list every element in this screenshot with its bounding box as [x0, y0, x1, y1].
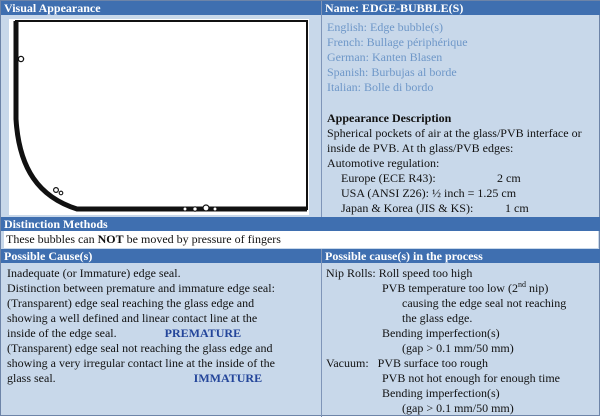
name-french: French: Bullage périphérique — [327, 35, 468, 49]
bubble-mark — [203, 205, 209, 211]
vacuum-label: Vacuum: — [326, 356, 369, 370]
cause-line: (Transparent) edge seal reaching the glass edge and — [7, 296, 255, 310]
visual-appearance-header: Visual Appearance — [1, 1, 321, 15]
edge-bubble-sketch — [9, 19, 309, 215]
process-text: nip) — [525, 281, 549, 295]
column-divider — [321, 1, 322, 217]
cause-text: glass seal. — [7, 371, 56, 385]
immature-tag: IMMATURE — [193, 371, 263, 385]
process-text: PVB temperature too low (2 — [382, 281, 518, 295]
process-line: the glass edge. — [402, 311, 473, 325]
bubble-mark — [193, 207, 197, 211]
distinction-pre: These bubbles can — [6, 232, 98, 246]
cause-line: Inadequate (or Immature) edge seal. — [7, 266, 181, 280]
name-italian: Italian: Bolle di bordo — [327, 80, 434, 94]
process-line: PVB not hot enough for enough time — [382, 371, 560, 385]
cause-line: showing a very irregular contact line at the inside of the — [7, 356, 275, 370]
regulation-value: 2 cm — [497, 171, 521, 185]
cause-line: showing a well defined and linear contact line at the — [7, 311, 258, 325]
ordinal-superscript: nd — [517, 280, 526, 289]
process-line — [326, 281, 598, 296]
premature-tag: PREMATURE — [164, 326, 242, 340]
process-line — [326, 266, 598, 281]
process-line: (gap > 0.1 mm/50 mm) — [402, 341, 514, 355]
cause-text: inside of the edge seal. — [7, 326, 117, 340]
name-english: English: Edge bubble(s) — [327, 20, 443, 34]
regulation-name: Europe (ECE R43): — [341, 171, 436, 185]
cause-line — [7, 326, 315, 341]
name-header: Name: EDGE-BUBBLE(S) — [322, 1, 600, 15]
possible-causes-list — [7, 266, 315, 386]
process-line: causing the edge seal not reaching — [402, 296, 567, 310]
process-line: Bending imperfection(s) — [382, 386, 500, 400]
nip-rolls-label: Nip Rolls: — [326, 266, 376, 280]
bubble-mark — [213, 207, 217, 211]
distinction-post: be moved by pressure of fingers — [123, 232, 281, 246]
process-line — [326, 356, 598, 371]
distinction-methods-header: Distinction Methods — [1, 217, 600, 231]
process-text: Roll speed too high — [378, 266, 473, 280]
cause-line: (Transparent) edge seal not reaching the glass edge and — [7, 341, 273, 355]
regulation-label: Automotive regulation: — [327, 156, 440, 170]
distinction-bold: NOT — [97, 232, 124, 246]
regulation-row-usa — [327, 186, 599, 201]
process-causes-header: Possible cause(s) in the process — [322, 249, 600, 263]
possible-causes-header: Possible Cause(s) — [1, 249, 321, 263]
name-spanish: Spanish: Burbujas al borde — [327, 65, 457, 79]
bubble-mark — [59, 191, 63, 195]
regulation-name: Japan & Korea (JIS & KS): — [341, 201, 474, 215]
bubble-mark — [54, 188, 59, 193]
regulation-value: 1 cm — [505, 201, 529, 215]
appearance-description — [327, 111, 599, 216]
appearance-title: Appearance Description — [327, 111, 452, 125]
regulation-name: USA (ANSI Z26): ½ inch = 1.25 cm — [341, 186, 517, 200]
column-divider — [321, 249, 322, 417]
appearance-text: Spherical pockets of air at the glass/PVB interface or inside de PVB. At th glass/PVB edges: — [327, 126, 582, 155]
regulation-row-japan-korea — [327, 201, 599, 216]
cause-line: Distinction between premature and immature edge seal: — [7, 281, 275, 295]
glass-edge-drawing — [9, 19, 309, 215]
process-text: PVB surface too rough — [377, 356, 488, 370]
process-line: (gap > 0.1 mm/50 mm) — [402, 401, 514, 415]
regulation-row-europe — [327, 171, 599, 186]
translated-names — [327, 20, 597, 95]
process-causes-list — [326, 266, 598, 416]
name-german: German: Kanten Blasen — [327, 50, 443, 64]
distinction-text — [4, 231, 598, 248]
cause-line — [7, 371, 315, 386]
bubble-mark — [183, 207, 187, 211]
process-line: Bending imperfection(s) — [382, 326, 500, 340]
bubble-mark — [18, 56, 23, 61]
